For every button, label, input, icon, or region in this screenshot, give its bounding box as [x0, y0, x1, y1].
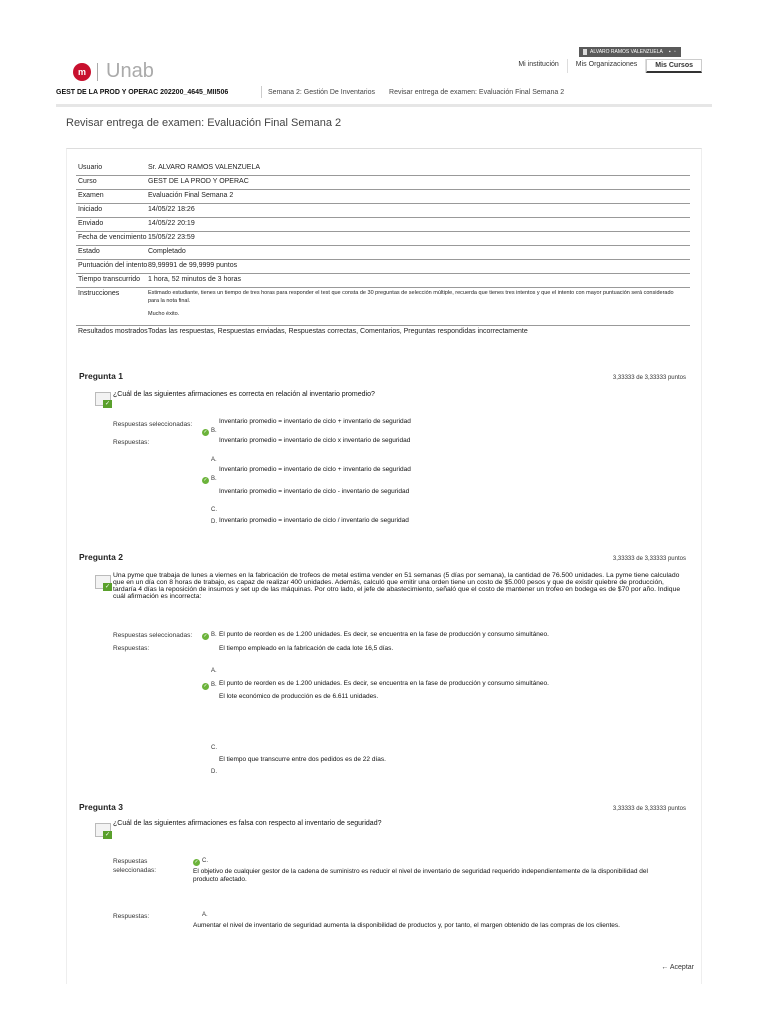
accept-button[interactable]: ← Aceptar	[661, 964, 694, 971]
info-label: Fecha de vencimiento	[78, 234, 147, 241]
selected-answer: El objetivo de cualquier gestor de la cadena de suministro es reducir el nivel de inventario de seguridad requerido independientemente de la disponibilidad del producto afectado.	[193, 868, 648, 883]
selected-label-line-1: Respuestas	[113, 858, 148, 865]
answer-option: Inventario promedio = inventario de ciclo x inventario de seguridad	[219, 437, 411, 444]
attempt-info-table	[76, 162, 690, 339]
info-row-instrucciones	[76, 288, 690, 326]
question-1-header	[79, 371, 686, 381]
check-icon: ✓	[203, 633, 208, 639]
answer-letter: A.	[211, 457, 217, 463]
breadcrumb-current: Revisar entrega de examen: Evaluación Final Semana 2	[389, 88, 565, 96]
info-label: Estado	[78, 248, 100, 255]
correct-icon: ✓	[95, 392, 111, 406]
answer-letter: B.	[211, 476, 217, 482]
info-value: 89,99991 de 99,9999 puntos	[148, 262, 238, 269]
breadcrumb-course[interactable]: GEST DE LA PROD Y OPERAC 202200_4645_MII506	[56, 88, 229, 96]
answer-letter: D.	[211, 519, 217, 525]
info-value: GEST DE LA PROD Y OPERAC	[148, 178, 249, 185]
question-text: Una pyme que trabaja de lunes a viernes en la fabricación de trofeos de metal estima vender en 51 semanas (5 días por semana), la cantidad de 76.500 unidades. La pyme tiene calculado que en un día con 8 horas de trabajo, es capaz de realizar 400 unidades. Además, calculó que emitir una orden tiene un costo de $5.000 pesos y que de existir quiebre de producción, tardaría 4 días la reposición de insumos y set up de las máquinas. Por otro lado, el jefe de abastecimiento, señaló que el costo de mantener un trofeo en bodega es de $70 por año. Indique cuál afirmación es incorrecta:	[113, 572, 681, 600]
answer-option: Inventario promedio = inventario de ciclo - inventario de seguridad	[219, 488, 410, 495]
info-row-resultados	[76, 326, 690, 339]
top-nav	[510, 59, 702, 73]
info-row-examen	[76, 190, 690, 204]
answer-letter: B.	[211, 632, 217, 638]
question-text: ¿Cuál de las siguientes afirmaciones es falsa con respecto al inventario de seguridad?	[113, 820, 382, 827]
logo-divider	[97, 63, 98, 81]
info-value: Completado	[148, 248, 186, 255]
page-title: Revisar entrega de examen: Evaluación Final Semana 2	[66, 117, 342, 129]
breadcrumb-divider	[261, 86, 262, 98]
instructions-paragraph: Mucho éxito.	[148, 311, 180, 317]
info-value: Sr. ALVARO RAMOS VALENZUELA	[148, 164, 261, 171]
answer-letter: C.	[202, 858, 208, 864]
answer-option: Inventario promedio = inventario de ciclo / inventario de seguridad	[219, 517, 409, 524]
question-text: ¿Cuál de las siguientes afirmaciones es correcta en relación al inventario promedio?	[113, 391, 375, 398]
check-icon: ✓	[203, 429, 208, 435]
selected-label-line-2: seleccionadas:	[113, 867, 156, 874]
question-points: 3,33333 de 3,33333 puntos	[612, 556, 686, 562]
info-value: Evaluación Final Semana 2	[148, 192, 234, 199]
info-value: 14/05/22 18:26	[148, 206, 195, 213]
answer-option: Aumentar el nivel de inventario de seguridad aumenta la disponibilidad de productos y, por tanto, el margen obtenido de las compras de los clientes.	[193, 922, 620, 929]
info-row-curso	[76, 176, 690, 190]
user-name: ALVARO RAMOS VALENZUELA	[590, 49, 663, 55]
info-row-estado	[76, 246, 690, 260]
info-value: 1 hora, 52 minutos de 3 horas	[148, 276, 242, 283]
question-title: Pregunta 3	[79, 802, 123, 812]
answers-label: Respuestas:	[113, 645, 150, 652]
info-label: Usuario	[78, 164, 103, 171]
unab-logo[interactable]	[73, 60, 154, 83]
info-label: Instrucciones	[78, 290, 120, 297]
nav-mis-cursos[interactable]: Mis Cursos	[646, 59, 702, 73]
info-label: Curso	[78, 178, 97, 185]
answer-option: Inventario promedio = inventario de ciclo + inventario de seguridad	[219, 466, 411, 473]
correct-icon: ✓	[95, 575, 111, 589]
answer-letter: B.	[211, 682, 217, 688]
question-2-header	[79, 552, 686, 562]
selected-answer: Inventario promedio = inventario de ciclo + inventario de seguridad	[219, 418, 411, 425]
user-avatar-icon	[583, 49, 587, 55]
check-icon: ✓	[203, 477, 208, 483]
correct-icon: ✓	[95, 823, 111, 837]
logo-mark: m	[73, 63, 91, 81]
instructions-text	[148, 289, 690, 323]
info-value: Todas las respuestas, Respuestas enviadas, Respuestas correctas, Comentarios, Preguntas respondidas incorrectamente	[148, 328, 528, 335]
user-menu[interactable]	[579, 47, 681, 57]
info-row-vencimiento	[76, 232, 690, 246]
breadcrumb	[56, 86, 712, 98]
info-row-enviado	[76, 218, 690, 232]
info-label: Tiempo transcurrido	[78, 276, 140, 283]
info-value: 14/05/22 20:19	[148, 220, 195, 227]
answer-letter: B.	[211, 428, 217, 434]
logo-text: Unab	[106, 60, 154, 82]
question-3-header	[79, 802, 686, 812]
answers-label: Respuestas:	[113, 913, 150, 920]
info-label: Enviado	[78, 220, 104, 227]
info-label: Resultados mostrados	[78, 328, 148, 335]
answer-option: El tiempo empleado en la fabricación de cada lote 16,5 días.	[219, 645, 394, 652]
nav-mis-organizaciones[interactable]: Mis Organizaciones	[568, 59, 646, 73]
info-label: Iniciado	[78, 206, 103, 213]
info-row-puntuacion	[76, 260, 690, 274]
answer-letter: A.	[211, 668, 217, 674]
selected-answers-label: Respuestas seleccionadas:	[113, 421, 193, 428]
nav-mi-institucion[interactable]: Mi institución	[510, 59, 567, 73]
question-title: Pregunta 1	[79, 371, 123, 381]
info-row-usuario	[76, 162, 690, 176]
answer-letter: C.	[211, 507, 217, 513]
question-points: 3,33333 de 3,33333 puntos	[612, 375, 686, 381]
selected-answers-label	[113, 857, 156, 875]
answer-option: El punto de reorden es de 1.200 unidades. Es decir, se encuentra en la fase de producción y consumo simultáneo.	[219, 680, 549, 687]
answers-label: Respuestas:	[113, 439, 150, 446]
info-label: Examen	[78, 192, 104, 199]
info-value: 15/05/22 23:59	[148, 234, 195, 241]
info-label: Puntuación del intento	[78, 262, 148, 269]
answer-letter: D.	[211, 769, 217, 775]
check-icon: ✓	[194, 859, 199, 865]
check-icon: ✓	[203, 683, 208, 689]
info-row-iniciado	[76, 204, 690, 218]
breadcrumb-week[interactable]: Semana 2: Gestión De Inventarios	[268, 88, 376, 96]
selected-answers-label: Respuestas seleccionadas:	[113, 632, 193, 639]
header-divider	[56, 104, 712, 107]
selected-answer: El punto de reorden es de 1.200 unidades. Es decir, se encuentra en la fase de producción y consumo simultáneo.	[219, 631, 549, 638]
user-controls-icon[interactable]: ▪ ▫	[668, 49, 677, 55]
question-title: Pregunta 2	[79, 552, 123, 562]
info-row-tiempo	[76, 274, 690, 288]
instructions-paragraph: Estimado estudiante, tienes un tiempo de tres horas para responder el test que consta de 30 preguntas de selección múltiple, recuerda que tienes tres intentos y que el intento con mayor puntuación será considerado para la nota final.	[148, 290, 674, 304]
answer-letter: C.	[211, 745, 217, 751]
answer-option: El lote económico de producción es de 6.611 unidades.	[219, 693, 379, 700]
question-points: 3,33333 de 3,33333 puntos	[612, 806, 686, 812]
answer-option: El tiempo que transcurre entre dos pedidos es de 22 días.	[219, 756, 386, 763]
answer-letter: A.	[202, 912, 208, 918]
